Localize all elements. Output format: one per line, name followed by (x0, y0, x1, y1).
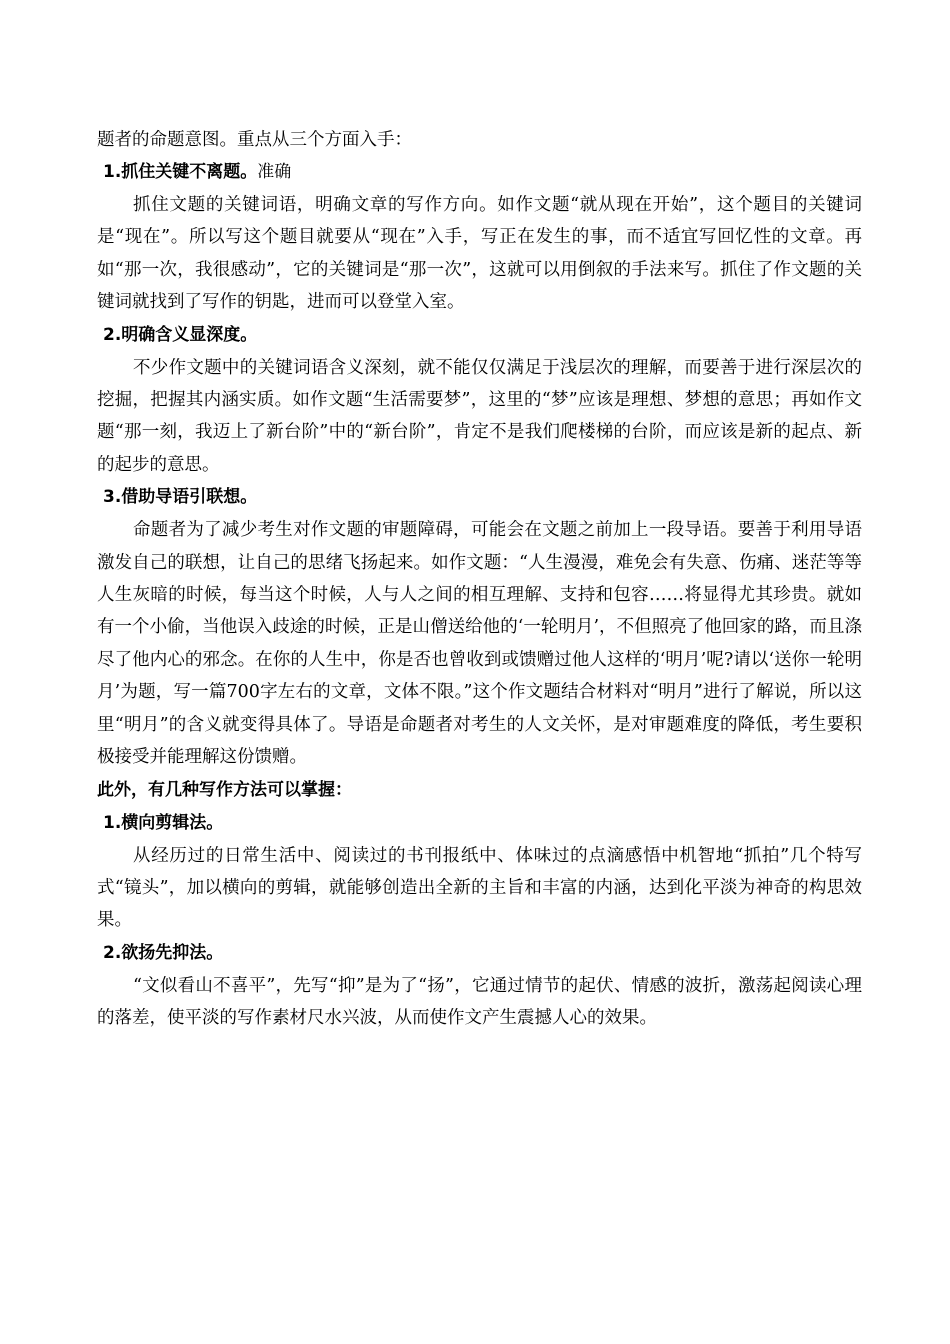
method-2-body: “文似看山不喜平”，先写“抑”是为了“扬”，它通过情节的起伏、情感的波折，激荡起阅读心理的落差，使平淡的写作素材尺水兴波，从而使作文产生震撼人心的效果。 (97, 975, 862, 1029)
section-1-body: 抓住文题的关键词语，明确文章的写作方向。如作文题“就从现在开始”，这个题目的关键词是“现在”。所以写这个题目就要从“现在”入手，写正在发生的事，而不适宜写回忆性的文章。再如“那一次，我很感动”，它的关键词是“那一次”，这就可以用倒叙的手法来写。抓住了作文题的关键词就找到了写作的钥匙，进而可以登堂入室。 (97, 195, 862, 313)
methods-heading: 此外，有几种写作方法可以掌握： (97, 779, 352, 800)
section-3-heading: 3.借助导语引联想。 (103, 487, 258, 508)
method-1-heading: 1.横向剪辑法。 (103, 812, 224, 833)
document-page (97, 124, 862, 1035)
section-1-heading (103, 156, 862, 189)
section-1-heading-text: 1.抓住关键不离题。 (103, 162, 258, 182)
section-3-body: 命题者为了减少考生对作文题的审题障碍，可能会在文题之前加上一段导语。要善于利用导语激发自己的联想，让自己的思绪飞扬起来。如作文题：“人生漫漫，难免会有失意、伤痛、迷茫等等人生灰暗的时候，每当这个时候，人与人之间的相互理解、支持和包容……将显得尤其珍贵。就如有一个小偷，当他误入歧途的时候，正是山僧送给他的‘一轮明月’，不但照亮了他回家的路，而且涤尽了他内心的邪念。在你的人生中，你是否也曾收到或馈赠过他人这样的‘明月’呢?请以‘送你一轮明月’为题，写一篇700字左右的文章，文体不限。”这个作文题结合材料对“明月”进行了解说，所以这里“明月”的含义就变得具体了。导语是命题者对考生的人文关怀，是对审题难度的降低，考生要积极接受并能理解这份馈赠。 (97, 520, 862, 768)
method-2-heading: 2.欲扬先抑法。 (103, 942, 224, 963)
intro-line: 题者的命题意图。重点从三个方面入手： (97, 130, 412, 150)
section-1-heading-suffix: 准确 (257, 162, 292, 182)
section-2-body: 不少作文题中的关键词语含义深刻，就不能仅仅满足于浅层次的理解，而要善于进行深层次的挖掘，把握其内涵实质。如作文题“生活需要梦”，这里的“梦”应该是理想、梦想的意思；再如作文题“那一刻，我迈上了新台阶”中的“新台阶”，肯定不是我们爬楼梯的台阶，而应该是新的起点、新的起步的意思。 (97, 357, 862, 475)
method-1-body: 从经历过的日常生活中、阅读过的书刊报纸中、体味过的点滴感悟中机智地“抓拍”几个特写式“镜头”，加以横向的剪辑，就能够创造出全新的主旨和丰富的内涵，达到化平淡为神奇的构思效果。 (97, 845, 862, 931)
section-2-heading: 2.明确含义显深度。 (103, 324, 258, 345)
